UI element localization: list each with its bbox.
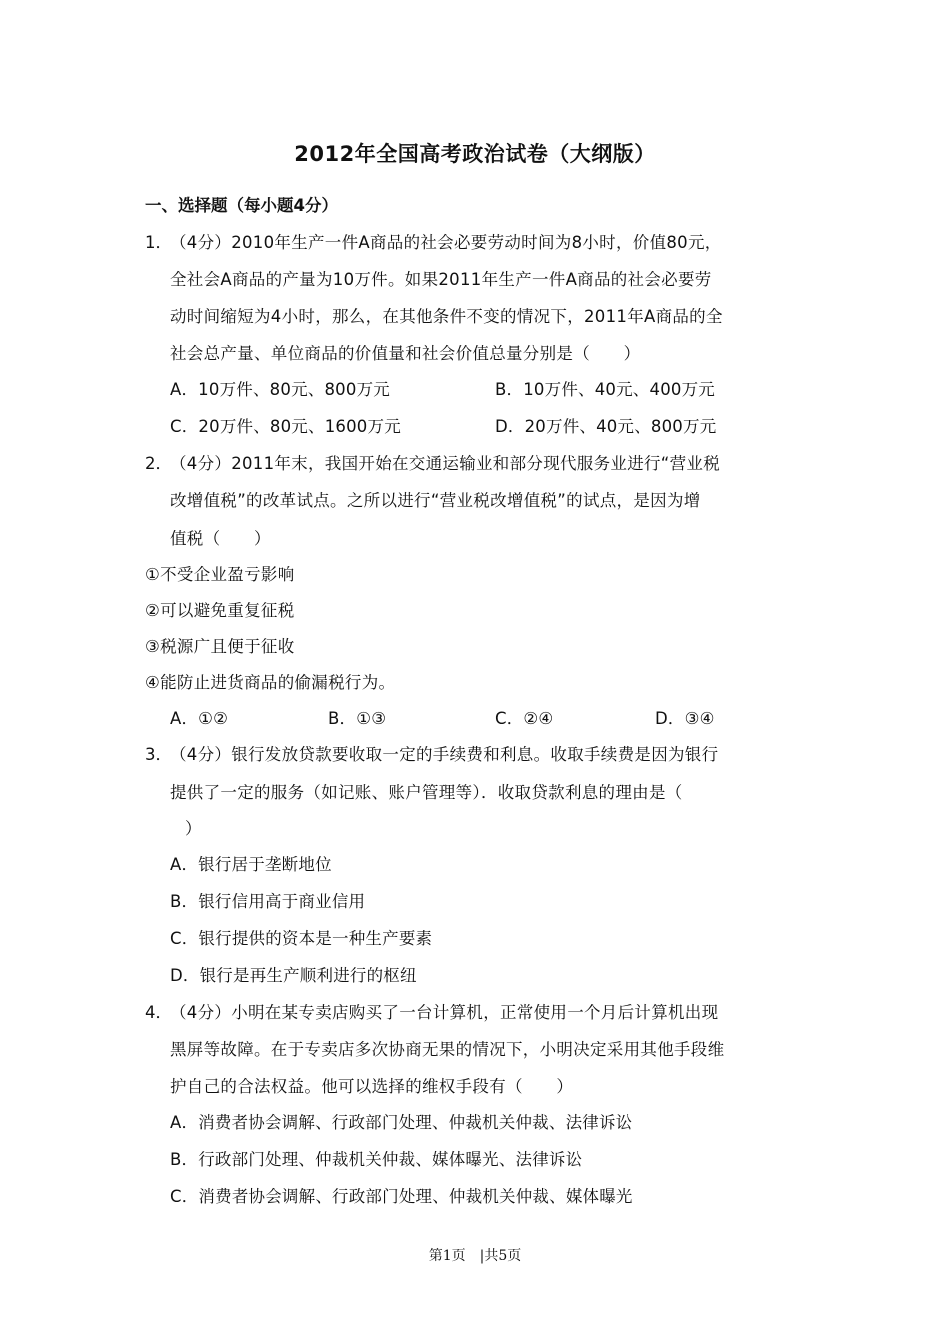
q4-option-c: C．消费者协会调解、行政部门处理、仲裁机关仲裁、媒体曝光 xyxy=(170,1187,633,1206)
q1-option-a: A．10万件、80元、800万元 xyxy=(170,380,390,399)
q2-item-2: ②可以避免重复征税 xyxy=(145,601,295,620)
q4-option-b: B．行政部门处理、仲裁机关仲裁、媒体曝光、法律诉讼 xyxy=(170,1150,583,1169)
q1-number: 1． xyxy=(145,233,172,252)
q3-number: 3． xyxy=(145,745,172,764)
q3-option-a: A．银行居于垄断地位 xyxy=(170,855,332,874)
q1-option-c: C．20万件、80元、1600万元 xyxy=(170,417,401,436)
q3-line-1: （4分）银行发放贷款要收取一定的手续费和利息。收取手续费是因为银行 xyxy=(170,745,719,764)
page-title: 2012年全国高考政治试卷（大纲版） xyxy=(294,142,656,166)
q1-option-b: B．10万件、40元、400万元 xyxy=(495,380,716,399)
q2-line-2: 改增值税”的改革试点。之所以进行“营业税改增值税”的试点，是因为增 xyxy=(170,491,701,510)
section-heading: 一、选择题（每小题4分） xyxy=(145,196,338,215)
q1-line-3: 动时间缩短为4小时，那么，在其他条件不变的情况下，2011年A商品的全 xyxy=(170,307,723,326)
q1-line-4: 社会总产量、单位商品的价值量和社会价值总量分别是（ ） xyxy=(170,344,641,363)
page-footer: 第1页 |共5页 xyxy=(428,1248,522,1264)
q2-option-b: B．①③ xyxy=(328,709,387,728)
q1-line-2: 全社会A商品的产量为10万件。如果2011年生产一件A商品的社会必要劳 xyxy=(170,270,712,289)
q3-option-d: D．银行是再生产顺利进行的枢纽 xyxy=(170,966,417,985)
q2-line-3: 值税（ ） xyxy=(170,529,271,548)
q2-item-3: ③税源广且便于征收 xyxy=(145,637,295,656)
q4-option-a: A．消费者协会调解、行政部门处理、仲裁机关仲裁、法律诉讼 xyxy=(170,1113,633,1132)
q1-option-d: D．20万件、40元、800万元 xyxy=(495,417,717,436)
q4-number: 4． xyxy=(145,1003,172,1022)
q4-line-3: 护自己的合法权益。他可以选择的维权手段有（ ） xyxy=(170,1077,574,1096)
q3-line-3: ） xyxy=(185,819,202,838)
q1-line-1: （4分）2010年生产一件A商品的社会必要劳动时间为8小时，价值80元， xyxy=(170,233,722,252)
q3-option-b: B．银行信用高于商业信用 xyxy=(170,892,366,911)
q2-item-1: ①不受企业盈亏影响 xyxy=(145,565,295,584)
q3-option-c: C．银行提供的资本是一种生产要素 xyxy=(170,929,433,948)
q2-option-c: C．②④ xyxy=(495,709,554,728)
q4-line-1: （4分）小明在某专卖店购买了一台计算机，正常使用一个月后计算机出现 xyxy=(170,1003,719,1022)
q2-item-4: ④能防止进货商品的偷漏税行为。 xyxy=(145,673,396,692)
q2-line-1: （4分）2011年末，我国开始在交通运输业和部分现代服务业进行“营业税 xyxy=(170,454,721,473)
q2-option-a: A．①② xyxy=(170,709,229,728)
q2-number: 2． xyxy=(145,454,172,473)
q2-option-d: D．③④ xyxy=(655,709,715,728)
q3-line-2: 提供了一定的服务（如记账、账户管理等）．收取贷款利息的理由是（ xyxy=(170,783,683,802)
q4-line-2: 黑屏等故障。在于专卖店多次协商无果的情况下，小明决定采用其他手段维 xyxy=(170,1040,725,1059)
